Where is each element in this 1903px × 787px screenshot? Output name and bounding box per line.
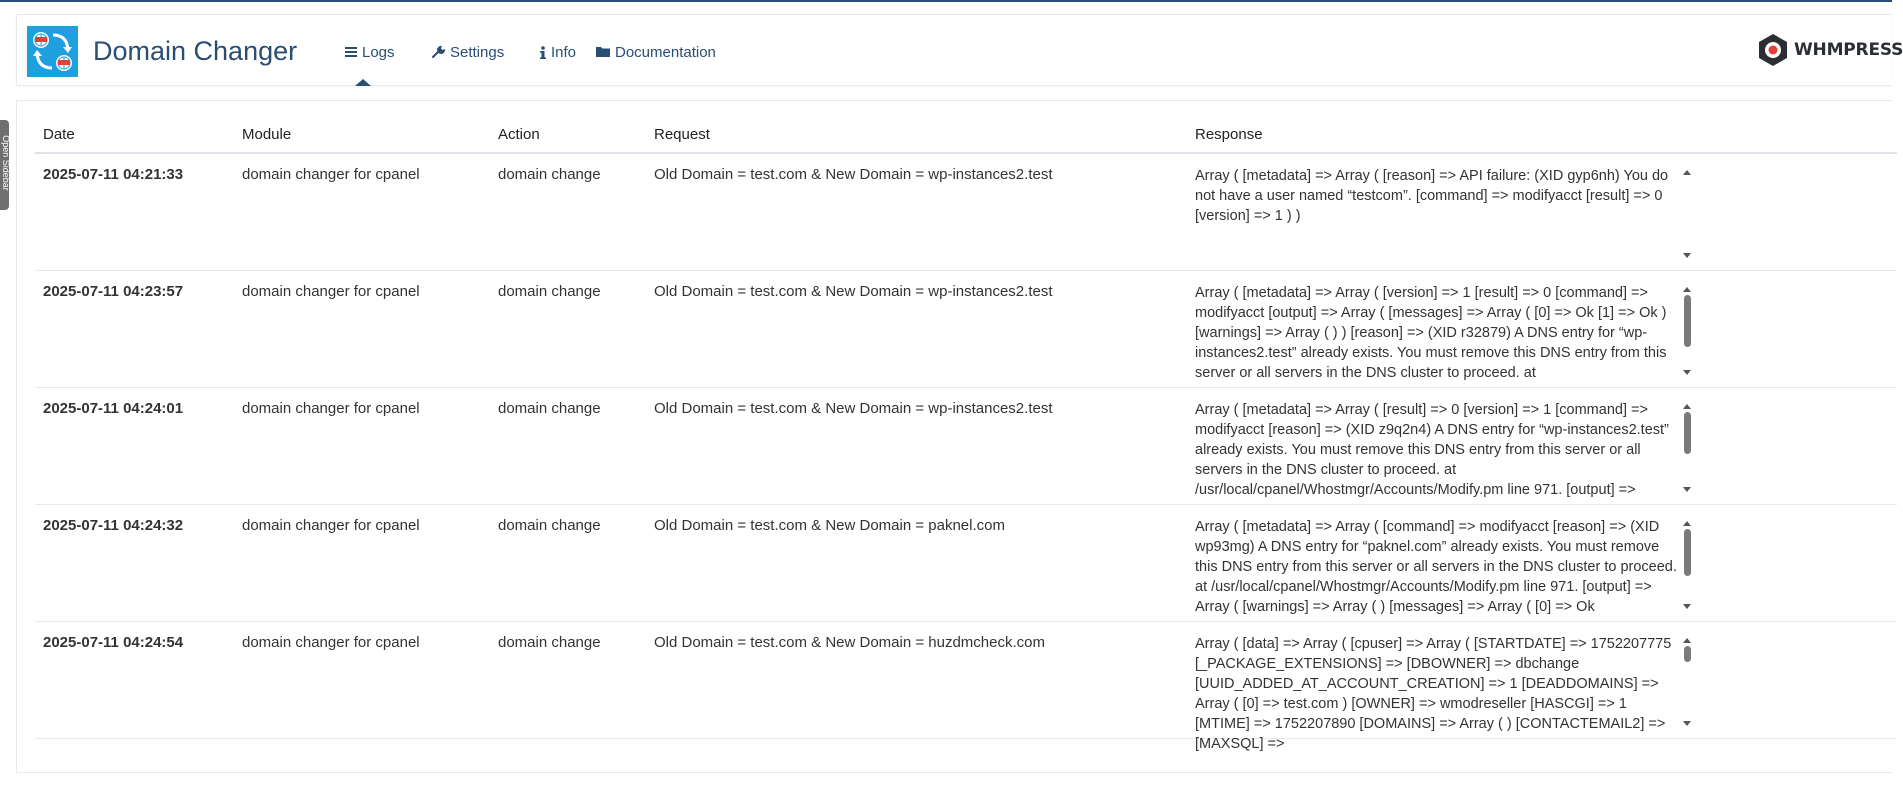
scroll-up-arrow-icon[interactable]: [1683, 638, 1691, 643]
active-tab-indicator: [355, 79, 371, 86]
domain-changer-logo-icon: [27, 26, 78, 77]
request-cell: Old Domain = test.com & New Domain = wp-instances2.test: [646, 270, 1187, 387]
top-accent-line: [0, 0, 1892, 2]
scroll-thumb[interactable]: [1684, 529, 1691, 576]
date-cell: 2025-07-11 04:24:54: [35, 621, 234, 738]
column-header-module[interactable]: Module: [234, 117, 490, 153]
module-cell: domain changer for cpanel: [234, 153, 490, 270]
nav-logs-label: Logs: [362, 43, 395, 61]
response-text: Array ( [metadata] => Array ( [reason] => API failure: (XID gyp6nh) You do not have a user named “testcom”. [command] => modifyacct [result] => 0 [version] => 1 ) ): [1195, 168, 1669, 224]
response-cell: [1187, 270, 1897, 387]
column-header-action[interactable]: Action: [490, 117, 646, 153]
scroll-down-arrow-icon[interactable]: [1683, 370, 1691, 375]
scroll-down-arrow-icon[interactable]: [1683, 721, 1691, 726]
date-cell: 2025-07-11 04:23:57: [35, 270, 234, 387]
nav-documentation-label: Documentation: [615, 43, 716, 61]
response-text: Array ( [metadata] => Array ( [command] => modifyacct [reason] => (XID wp93mg) A DNS entry for “paknel.com” already exists. You must remove this DNS entry from this server or all servers in the DNS cluster to proceed. at /usr/local/cpanel/Whostmgr/Accounts/Modify.pm line 971. [output] => Array ( [warnings] => Array ( ) [messages] => Array ( [0] => Ok: [1195, 518, 1677, 615]
response-box[interactable]: [1195, 166, 1695, 262]
table-row: [35, 270, 1897, 387]
scroll-up-arrow-icon[interactable]: [1683, 404, 1691, 409]
app-title: Domain Changer: [93, 36, 298, 66]
action-cell: domain change: [490, 504, 646, 621]
wrench-icon: [432, 46, 445, 59]
request-cell: Old Domain = test.com & New Domain = huzdmcheck.com: [646, 621, 1187, 738]
response-cell: [1187, 387, 1897, 504]
response-scrollbar[interactable]: [1679, 400, 1695, 496]
scroll-up-arrow-icon[interactable]: [1683, 521, 1691, 526]
table-row: [35, 621, 1897, 738]
table-row: [35, 153, 1897, 270]
logs-table: [35, 117, 1897, 752]
column-header-request[interactable]: Request: [646, 117, 1187, 153]
nav-info-label: Info: [551, 43, 577, 61]
response-text: Array ( [data] => Array ( [cpuser] => Array ( [STARTDATE] => 1752207775 [_PACKAGE_EXTENSIONS] => [DBOWNER] => dbchange [UUID_ADDED_AT_ACCOUNT_CREATION] => 1 [DEADDOMAINS] => Array ( [0] => test.com ) [OWNER] => wmodreseller [HASCGI] => 1 [MTIME] => 1752207890 [DOMAINS] => Array ( ) [CONTACTEMAIL2] => [MAXSQL] =>: [1195, 635, 1672, 752]
response-box[interactable]: [1195, 634, 1695, 752]
response-box[interactable]: [1195, 400, 1695, 496]
module-cell: domain changer for cpanel: [234, 504, 490, 621]
column-header-response[interactable]: Response: [1187, 117, 1897, 153]
table-row: [35, 387, 1897, 504]
nav-logs[interactable]: [345, 42, 395, 62]
action-cell: domain change: [490, 270, 646, 387]
response-cell: [1187, 153, 1897, 270]
request-cell: Old Domain = test.com & New Domain = wp-instances2.test: [646, 153, 1187, 270]
scroll-down-arrow-icon[interactable]: [1683, 487, 1691, 492]
open-sidebar-tab[interactable]: [0, 120, 9, 210]
response-text: Array ( [metadata] => Array ( [result] => 0 [version] => 1 [command] => modifyacct [reason] => (XID z9q2n4) A DNS entry for “wp-instances2.test” already exists. You must remove this DNS entry from this server or all servers in the DNS cluster to proceed. at /usr/local/cpanel/Whostmgr/Accounts/Modify.pm line 971. [output] =>: [1195, 401, 1669, 498]
column-header-date[interactable]: Date: [35, 117, 234, 153]
action-cell: domain change: [490, 153, 646, 270]
brand-name: WHMPRESS: [1794, 40, 1903, 60]
response-cell: [1187, 621, 1897, 752]
date-cell: 2025-07-11 04:24:32: [35, 504, 234, 621]
request-cell: Old Domain = test.com & New Domain = wp-instances2.test: [646, 387, 1187, 504]
open-sidebar-label: Open Sidebar: [1, 135, 11, 191]
scroll-thumb[interactable]: [1684, 412, 1691, 454]
date-cell: 2025-07-11 04:21:33: [35, 153, 234, 270]
whmpress-logo-icon: [1757, 33, 1789, 67]
request-cell: Old Domain = test.com & New Domain = paknel.com: [646, 504, 1187, 621]
table-row: [35, 504, 1897, 621]
action-cell: domain change: [490, 387, 646, 504]
module-cell: domain changer for cpanel: [234, 621, 490, 738]
module-cell: domain changer for cpanel: [234, 270, 490, 387]
response-scrollbar[interactable]: [1679, 166, 1695, 262]
nav-settings-label: Settings: [450, 43, 505, 61]
nav-info[interactable]: [540, 42, 576, 62]
response-cell: [1187, 504, 1897, 621]
nav-documentation[interactable]: [596, 42, 716, 62]
response-scrollbar[interactable]: [1679, 517, 1695, 613]
response-text: Array ( [metadata] => Array ( [version] => 1 [result] => 0 [command] => modifyacct [output] => Array ( [messages] => Array ( [0] => Ok [1] => Ok ) [warnings] => Array ( ) ) [reason] => (XID r32879) A DNS entry for “wp-instances2.test” already exists. You must remove this DNS entry from this server or all servers in the DNS cluster to proceed. at: [1195, 284, 1667, 381]
module-cell: domain changer for cpanel: [234, 387, 490, 504]
response-box[interactable]: [1195, 517, 1695, 613]
response-scrollbar[interactable]: [1679, 634, 1695, 730]
logs-panel: [16, 100, 1892, 773]
info-icon: [540, 46, 546, 59]
date-cell: 2025-07-11 04:24:01: [35, 387, 234, 504]
response-scrollbar[interactable]: [1679, 283, 1695, 379]
scroll-thumb[interactable]: [1684, 646, 1691, 662]
scroll-up-arrow-icon[interactable]: [1683, 170, 1691, 175]
scroll-thumb[interactable]: [1684, 295, 1691, 347]
response-box[interactable]: [1195, 283, 1695, 379]
scroll-down-arrow-icon[interactable]: [1683, 253, 1691, 258]
app-header: [16, 14, 1903, 86]
whmpress-brand[interactable]: [1757, 33, 1903, 67]
folder-icon: [596, 46, 610, 58]
scroll-down-arrow-icon[interactable]: [1683, 604, 1691, 609]
nav-settings[interactable]: [432, 42, 504, 62]
list-icon: [345, 46, 357, 58]
action-cell: domain change: [490, 621, 646, 738]
scroll-up-arrow-icon[interactable]: [1683, 287, 1691, 292]
table-header-row: [35, 117, 1897, 153]
